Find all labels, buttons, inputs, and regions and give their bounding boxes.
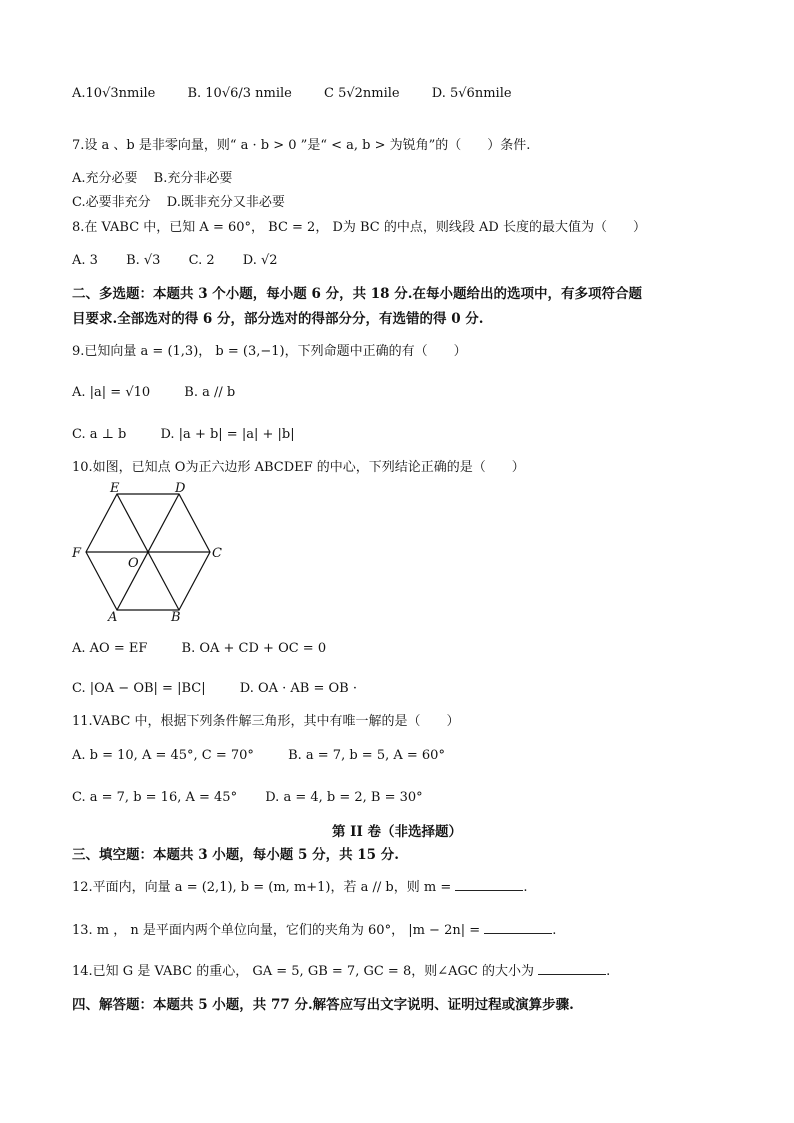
q8-option-c: C. 2 bbox=[188, 253, 215, 268]
q7-option-a: A.充分必要 bbox=[72, 171, 138, 186]
vertex-label-e: E bbox=[110, 482, 120, 496]
part-2-title: 第 II 卷（非选择题） bbox=[331, 824, 463, 840]
q9-options-row1 bbox=[72, 383, 263, 403]
q11-options-row2 bbox=[72, 788, 451, 808]
q10-stem: 10.如图，已知点 O为正六边形 ABCDEF 的中心，下列结论正确的是（ ） bbox=[72, 460, 525, 475]
q14-end: . bbox=[606, 964, 611, 979]
q10-option-b: B. OA + CD + OC = 0 bbox=[181, 641, 327, 656]
q10-option-a: A. AO = EF bbox=[72, 641, 148, 656]
q13-line bbox=[72, 921, 556, 941]
vertex-label-c: C bbox=[212, 546, 222, 561]
q12-end: . bbox=[523, 880, 528, 895]
q7-option-d: D.既非充分又非必要 bbox=[166, 195, 285, 210]
q10-option-d: D. OA · AB = OB · bbox=[239, 681, 357, 696]
q6-option-b: B. 10√6/3 nmile bbox=[187, 86, 292, 101]
vertex-label-a: A bbox=[108, 610, 118, 622]
q6-option-a: A.10√3nmile bbox=[72, 86, 156, 101]
q13-answer-blank bbox=[484, 921, 552, 934]
q7-option-b: B.充分非必要 bbox=[153, 171, 233, 186]
vertex-label-f: F bbox=[72, 546, 82, 561]
q13-end: . bbox=[552, 923, 557, 938]
q9-stem: 9.已知向量 a = (1,3)， b = (3,−1)，下列命题中正确的有（ ） bbox=[72, 344, 467, 359]
q10-options-row2 bbox=[72, 679, 385, 699]
q9-options-row2 bbox=[72, 425, 323, 445]
q8-option-b: B. √3 bbox=[126, 253, 161, 268]
q9-option-a: A. |a| = √10 bbox=[72, 385, 151, 400]
section-3-heading: 三、填空题：本题共 3 小题，每小题 5 分，共 15 分. bbox=[72, 847, 399, 863]
section-2-heading-line2: 目要求.全部选对的得 6 分，部分选对的得部分分，有选错的得 0 分. bbox=[72, 311, 484, 327]
q11-option-b: B. a = 7, b = 5, A = 60° bbox=[288, 748, 445, 763]
q9-option-c: C. a ⊥ b bbox=[72, 427, 127, 442]
q12-answer-blank bbox=[455, 878, 523, 891]
section-4-heading: 四、解答题：本题共 5 小题，共 77 分.解答应写出文字说明、证明过程或演算步骤. bbox=[72, 997, 574, 1013]
q7-options-row1 bbox=[72, 169, 260, 189]
q6-option-c: C 5√2nmile bbox=[324, 86, 400, 101]
q11-stem: 11.VABC 中，根据下列条件解三角形，其中有唯一解的是（ ） bbox=[72, 714, 460, 729]
q11-options-row1 bbox=[72, 746, 473, 766]
q11-option-c: C. a = 7, b = 16, A = 45° bbox=[72, 790, 238, 805]
section-2-heading-line1: 二、多选题：本题共 3 个小题，每小题 6 分，共 18 分.在每小题给出的选项中，有多项符合题 bbox=[72, 286, 642, 302]
q14-answer-blank bbox=[538, 962, 606, 975]
q11-option-d: D. a = 4, b = 2, B = 30° bbox=[265, 790, 423, 805]
q10-option-c: C. |OA − OB| = |BC| bbox=[72, 681, 206, 696]
q6-option-d: D. 5√6nmile bbox=[431, 86, 512, 101]
q8-options bbox=[72, 251, 306, 271]
q9-option-d: D. |a + b| = |a| + |b| bbox=[160, 427, 295, 442]
vertex-label-b: B bbox=[171, 610, 181, 622]
q13-stem: 13. m ， n 是平面内两个单位向量，它们的夹角为 60°， |m − 2n| = bbox=[72, 923, 481, 938]
q10-options-row1 bbox=[72, 639, 354, 659]
q12-stem: 12.平面内，向量 a = (2,1), b = (m, m+1)，若 a // b，则 m = bbox=[72, 880, 452, 895]
center-label-o: O bbox=[128, 556, 139, 571]
q12-line bbox=[72, 878, 528, 898]
hexagon-figure bbox=[66, 482, 246, 622]
q8-option-d: D. √2 bbox=[242, 253, 278, 268]
q7-options-row2 bbox=[72, 193, 313, 213]
q8-stem: 8.在 VABC 中，已知 A = 60°， BC = 2， D为 BC 的中点，则线段 AD 长度的最大值为（ ） bbox=[72, 220, 646, 235]
q11-option-a: A. b = 10, A = 45°, C = 70° bbox=[72, 748, 254, 763]
q14-stem: 14.已知 G 是 VABC 的重心， GA = 5, GB = 7, GC = 8，则∠AGC 的大小为 bbox=[72, 964, 534, 979]
q9-option-b: B. a // b bbox=[184, 385, 236, 400]
q7-stem: 7.设 a 、b 是非零向量，则“ a · b > 0 ”是“ < a, b > 为锐角”的（ ）条件. bbox=[72, 138, 531, 153]
q8-option-a: A. 3 bbox=[72, 253, 98, 268]
q7-option-c: C.必要非充分 bbox=[72, 195, 151, 210]
q6-options bbox=[72, 84, 540, 104]
vertex-label-d: D bbox=[175, 482, 186, 496]
q14-line bbox=[72, 962, 610, 982]
